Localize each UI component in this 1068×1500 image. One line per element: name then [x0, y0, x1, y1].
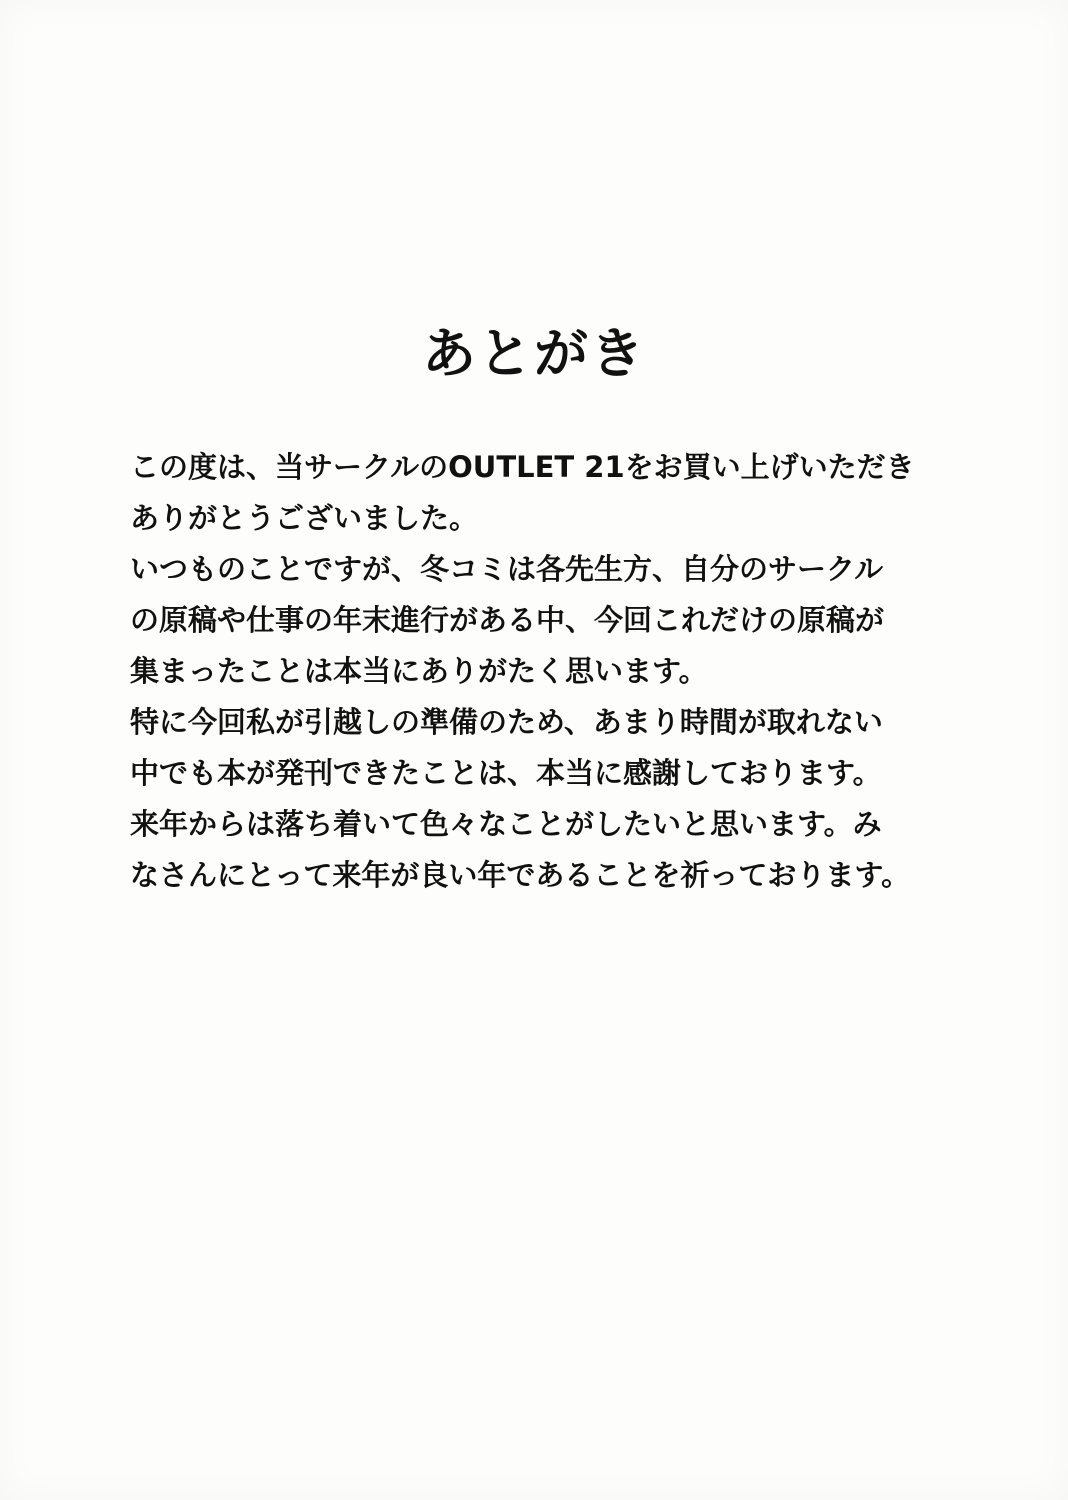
body-line: 集まったことは本当にありがたく思います。: [130, 654, 708, 688]
body-line: の原稿や仕事の年末進行がある中、今回これだけの原稿が: [130, 603, 885, 637]
body-line: なさんにとって来年が良い年であることを祈っております。: [130, 858, 911, 892]
body-line: 特に今回私が引越しの準備のため、あまり時間が取れない: [130, 705, 883, 739]
page-title: あとがき: [422, 322, 646, 385]
body-line: この度は、当サークルのOUTLET 21をお買い上げいただき: [130, 450, 915, 484]
body-line: いつものことですが、冬コミは各先生方、自分のサークル: [130, 552, 884, 586]
body-line: 来年からは落ち着いて色々なことがしたいと思います。み: [130, 807, 882, 841]
body-line: 中でも本が発刊できたことは、本当に感謝しております。: [130, 756, 882, 790]
body-line: ありがとうございました。: [130, 501, 479, 535]
afterword-body: [130, 442, 960, 901]
